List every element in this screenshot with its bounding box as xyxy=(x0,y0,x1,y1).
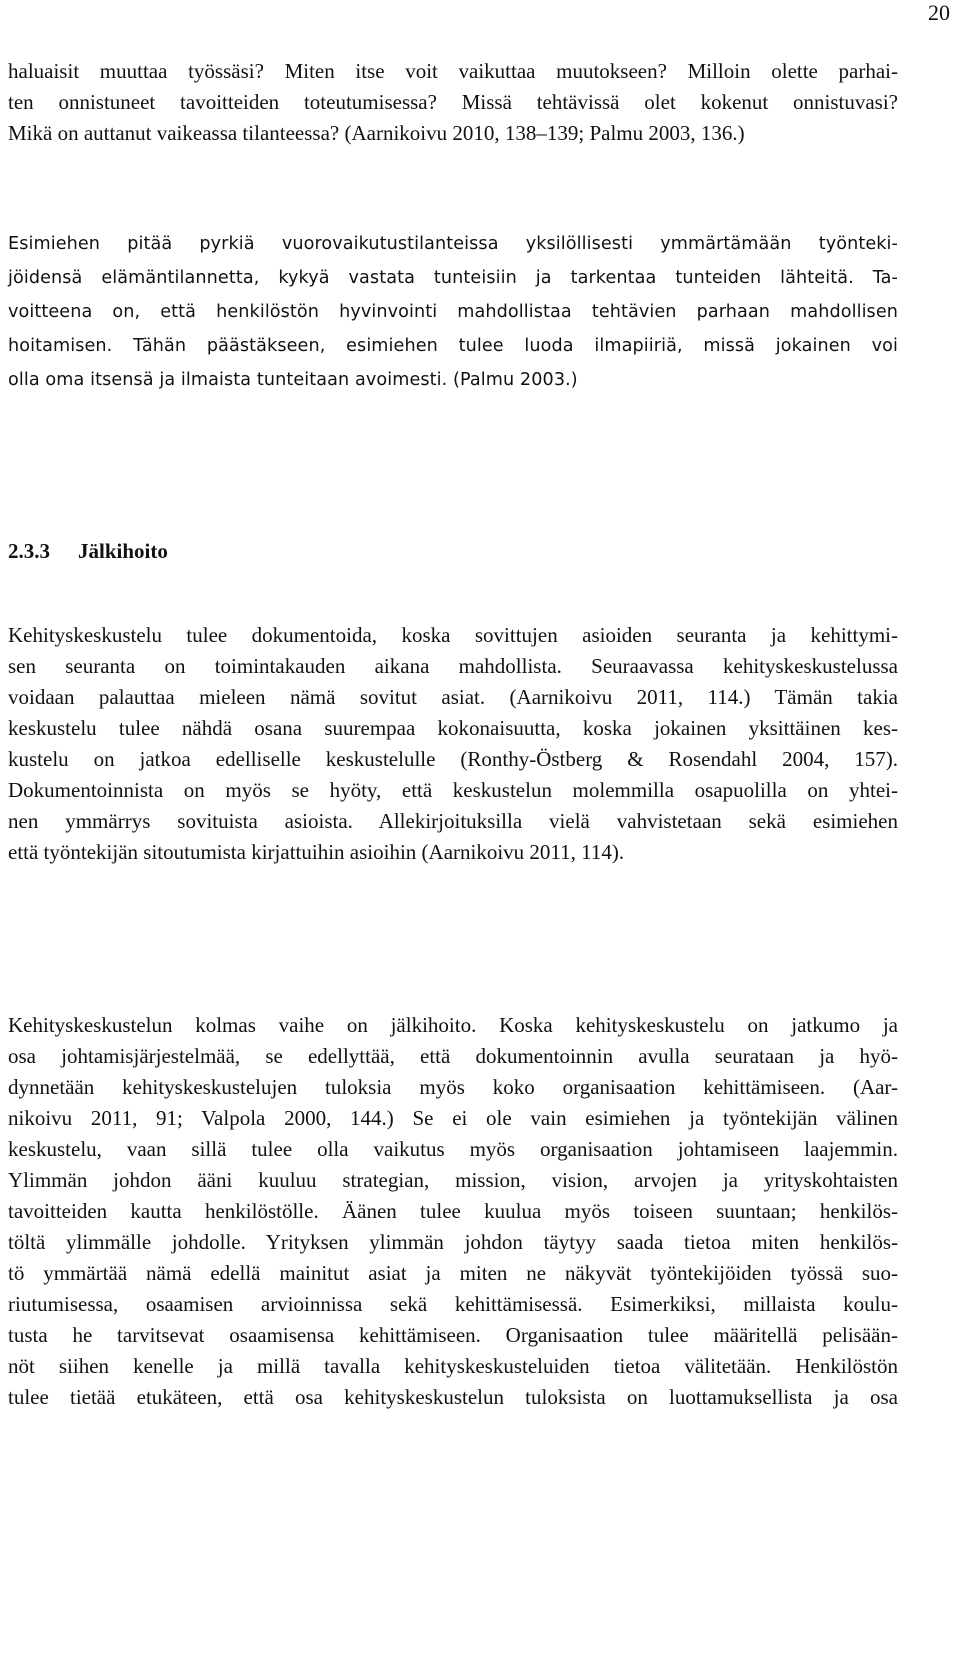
text-line: tavoitteiden kautta henkilöstölle. Äänen tulee kuulua myös toiseen suuntaan; henkilös- xyxy=(8,1199,898,1223)
text-line: Ylimmän johdon ääni kuuluu strategian, mission, vision, arvojen ja yrityskohtaisten xyxy=(8,1168,898,1192)
text-line: dynnetään kehityskeskustelujen tuloksia myös koko organisaation kehittämiseen. (Aar- xyxy=(8,1075,898,1099)
paragraph-empathy xyxy=(8,227,898,397)
text-line: keskustelu tulee nähdä osana suurempaa kokonaisuutta, koska jokainen yksittäinen kes- xyxy=(8,716,898,740)
text-line: olla oma itsensä ja ilmaista tunteitaan avoimesti. (Palmu 2003.) xyxy=(8,370,578,390)
text-line: hoitamisen. Tähän päästäkseen, esimiehen tulee luoda ilmapiiriä, missä jokainen voi xyxy=(8,336,898,356)
paragraph-aftercare xyxy=(8,1010,898,1413)
text-line: Dokumentoinnista on myös se hyöty, että keskustelun molemmilla osapuolilla on yhtei- xyxy=(8,778,898,802)
text-line: tusta he tarvitsevat osaamisensa kehittämiseen. Organisaation tulee määritellä pelisään- xyxy=(8,1323,898,1347)
text-line: että työntekijän sitoutumista kirjattuihin asioihin (Aarnikoivu 2011, 114). xyxy=(8,840,625,864)
text-line: sen seuranta on toimintakauden aikana mahdollista. Seuraavassa kehityskeskustelussa xyxy=(8,654,898,678)
text-line: töltä ylimmälle johdolle. Yrityksen ylimmän johdon täytyy saada tietoa miten henkilös- xyxy=(8,1230,898,1254)
text-line: haluaisit muuttaa työssäsi? Miten itse voit vaikuttaa muutokseen? Milloin olette parhai- xyxy=(8,59,898,83)
text-line: tulee tietää etukäteen, että osa kehityskeskustelun tuloksista on luottamuksellista ja osa xyxy=(8,1385,898,1409)
page-number: 20 xyxy=(928,0,950,25)
section-heading xyxy=(8,538,168,564)
text-line: Kehityskeskustelu tulee dokumentoida, koska sovittujen asioiden seuranta ja kehittymi- xyxy=(8,623,898,647)
text-line: Esimiehen pitää pyrkiä vuorovaikutustilanteissa yksilöllisesti ymmärtämään työnteki- xyxy=(8,234,898,254)
text-line: jöidensä elämäntilannetta, kykyä vastata tunteisiin ja tarkentaa tunteiden lähteitä. Ta- xyxy=(8,268,898,288)
text-line: riutumisessa, osaamisen arvioinnissa sekä kehittämisessä. Esimerkiksi, millaista koulu- xyxy=(8,1292,898,1316)
section-title: Jälkihoito xyxy=(78,539,168,563)
text-line: osa johtamisjärjestelmää, se edellyttää, että dokumentoinnin avulla seurataan ja hyö- xyxy=(8,1044,898,1068)
text-line: kustelu on jatkoa edelliselle keskustelulle (Ronthy-Östberg & Rosendahl 2004, 157). xyxy=(8,747,898,771)
text-line: nikoivu 2011, 91; Valpola 2000, 144.) Se ei ole vain esimiehen ja työntekijän välinen xyxy=(8,1106,898,1130)
text-line: ten onnistuneet tavoitteiden toteutumisessa? Missä tehtävissä olet kokenut onnistuvasi? xyxy=(8,90,898,114)
paragraph-continuation xyxy=(8,56,898,149)
text-line: voidaan palauttaa mieleen nämä sovitut asiat. (Aarnikoivu 2011, 114.) Tämän takia xyxy=(8,685,898,709)
text-line: Kehityskeskustelun kolmas vaihe on jälkihoito. Koska kehityskeskustelu on jatkumo ja xyxy=(8,1013,898,1037)
text-line: tö ymmärtää nämä edellä mainitut asiat ja miten ne näkyvät työntekijöiden työssä suo- xyxy=(8,1261,898,1285)
text-line: Mikä on auttanut vaikeassa tilanteessa? (Aarnikoivu 2010, 138–139; Palmu 2003, 136.) xyxy=(8,121,745,145)
text-line: nen ymmärrys sovituista asioista. Allekirjoituksilla vielä vahvistetaan sekä esimiehen xyxy=(8,809,898,833)
paragraph-documentation xyxy=(8,620,898,868)
section-number: 2.3.3 xyxy=(8,539,50,563)
text-line: keskustelu, vaan sillä tulee olla vaikutus myös organisaation johtamiseen laajemmin. xyxy=(8,1137,898,1161)
text-line: voitteena on, että henkilöstön hyvinvointi mahdollistaa tehtävien parhaan mahdollisen xyxy=(8,302,898,322)
text-line: nöt siihen kenelle ja millä tavalla kehityskeskusteluiden tietoa välitetään. Henkilöstön xyxy=(8,1354,898,1378)
